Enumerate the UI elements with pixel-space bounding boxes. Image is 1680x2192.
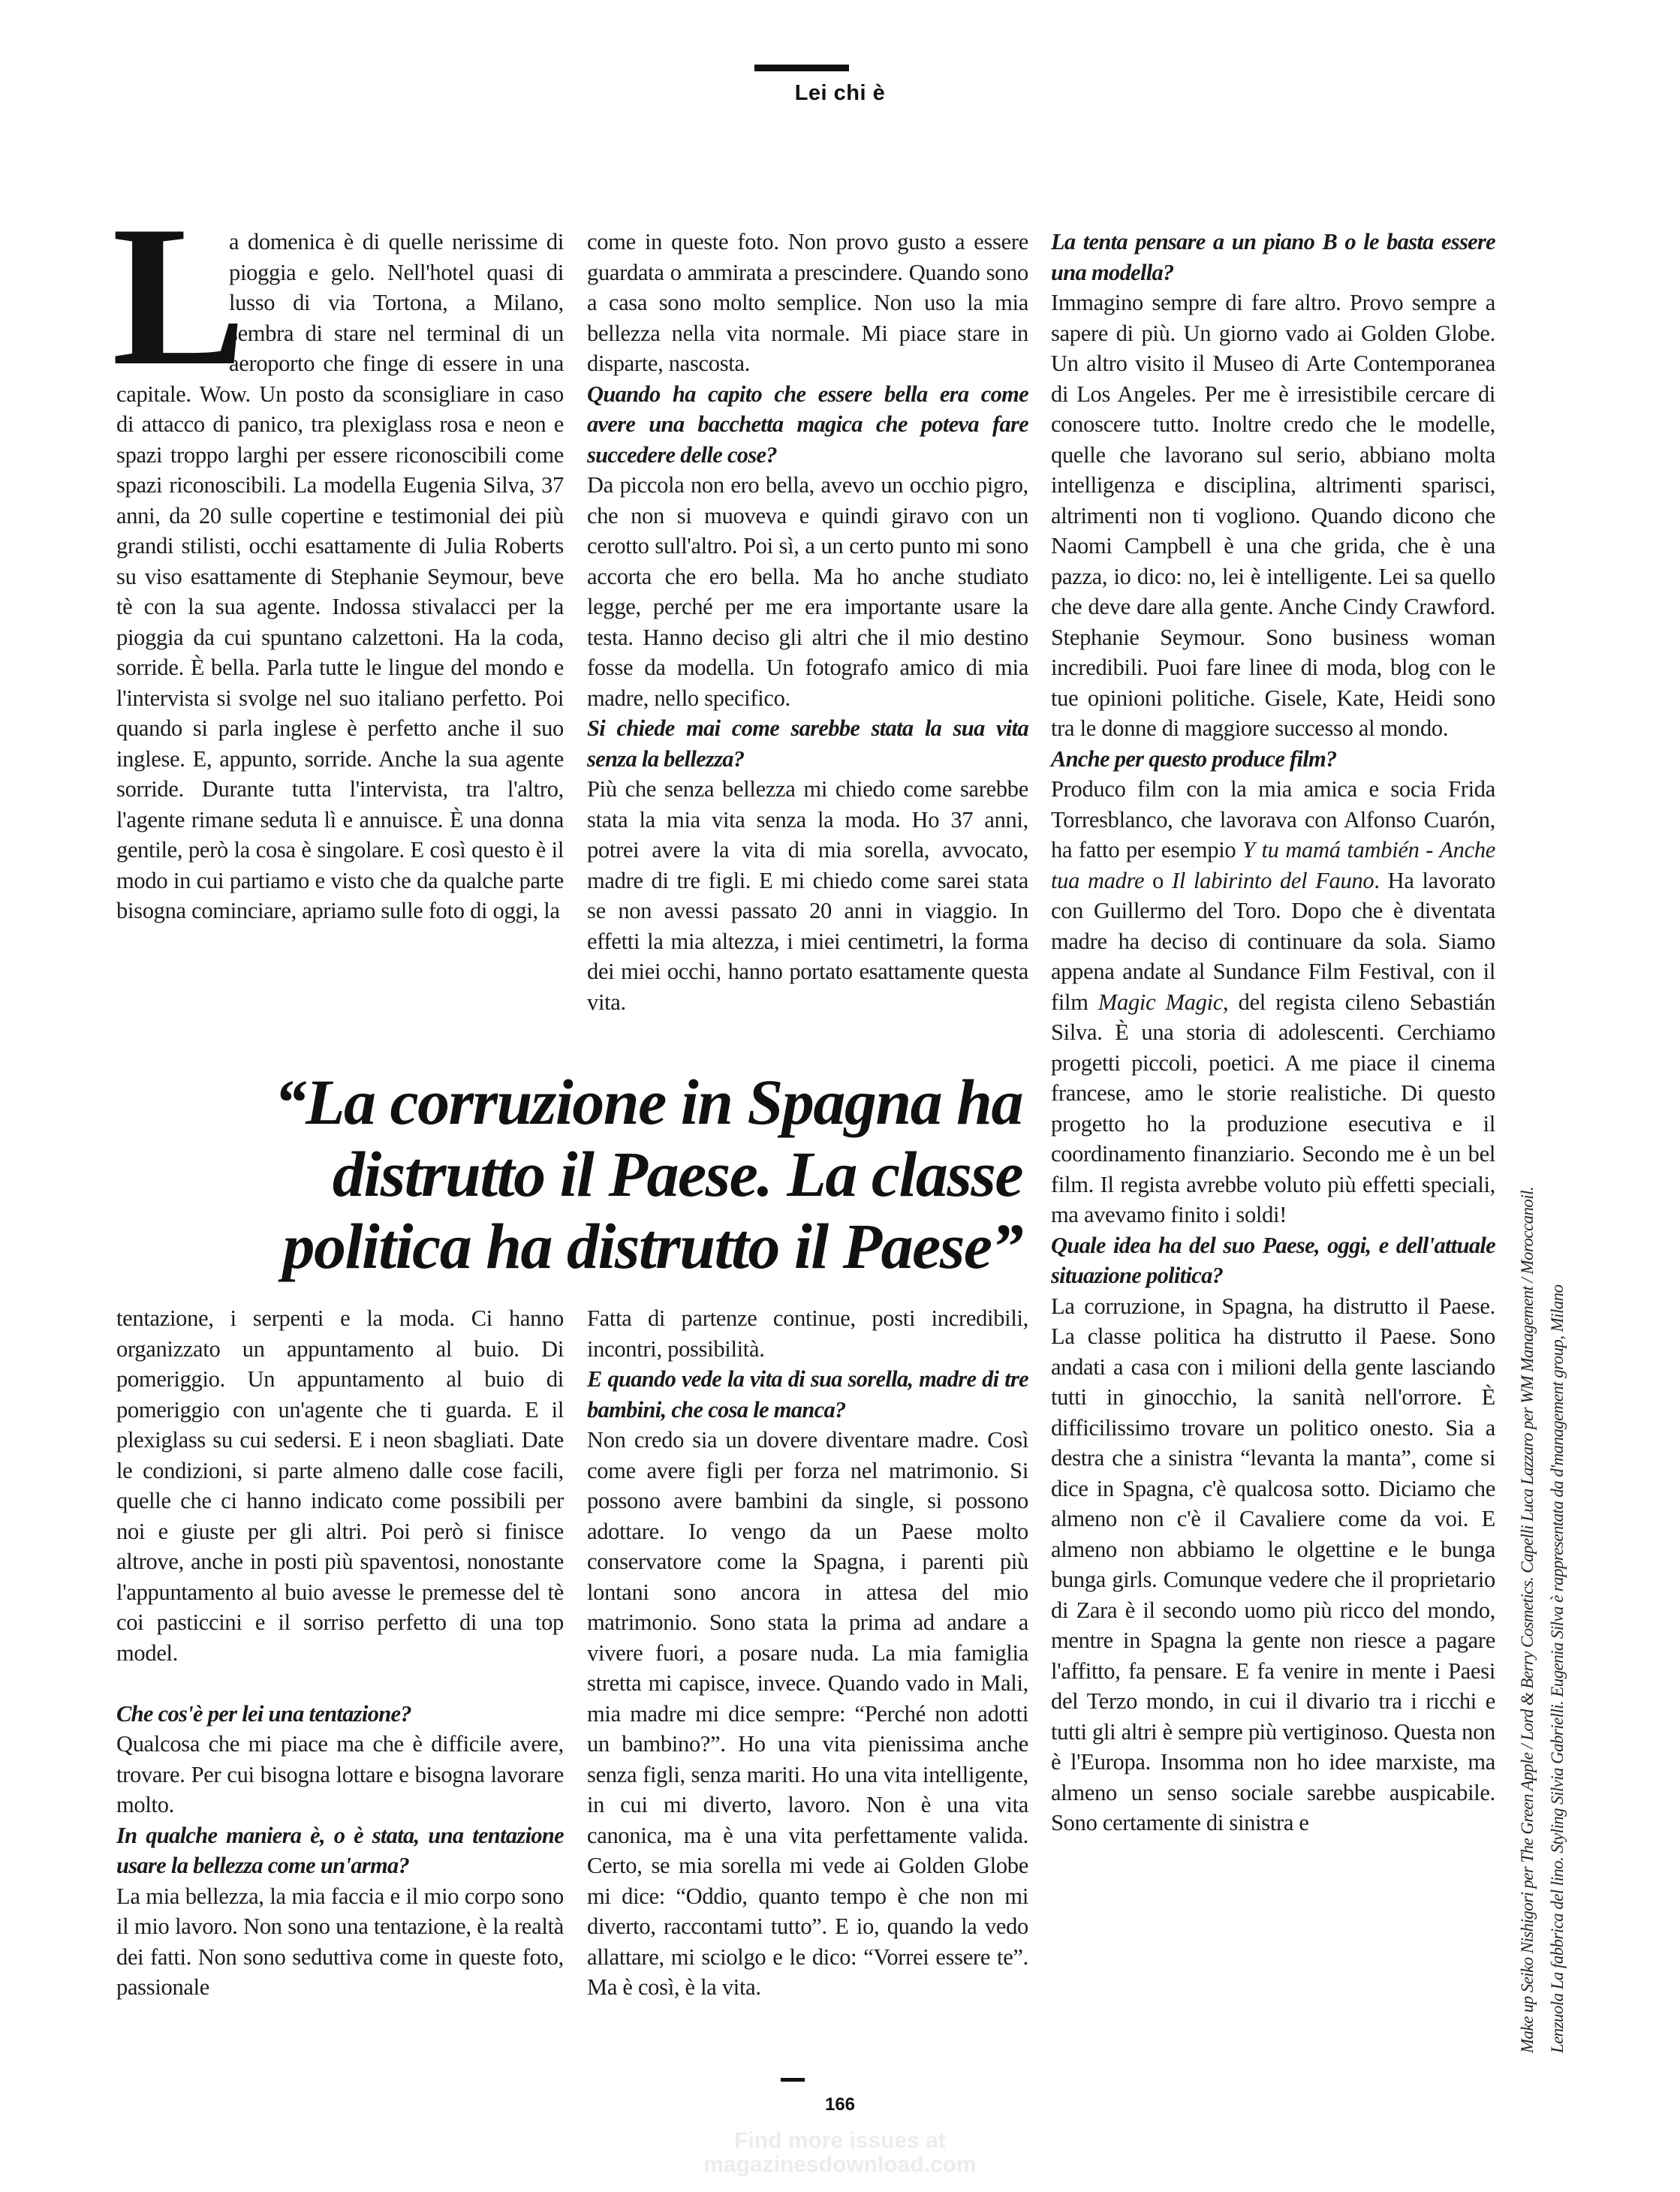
pull-quote (90, 1066, 1022, 1282)
interview-question: Anche per questo produce film? (1051, 745, 1337, 772)
credits-line: Make up Seiko Nishigori per The Green Apple / Lord & Berry Cosmetics. Capelli Luca Lazzaro per WM Management / Moroccanoil. (1518, 1186, 1537, 2053)
interview-question: Quale idea ha del suo Paese, oggi, e dell'attuale situazione politica? (1051, 1232, 1495, 1288)
pull-quote-line: distrutto il Paese. La classe (332, 1138, 1022, 1210)
text-run: o (1144, 867, 1173, 893)
text-run: Produco film con la mia amica e socia Frida Torresblanco, che lavorava con Alfonso Cuarón, ha fatto per esempio (1051, 776, 1495, 863)
page-number: 166 (824, 2094, 856, 2115)
column-2-top (587, 227, 1028, 1017)
drop-cap-letter: L (112, 184, 246, 407)
text-run: . Ha lavorato con Guillermo del Toro. Dopo che è diventata madre ha deciso di continuare da sola. Siamo appena andate al Sundance Film Festival, con il film (1051, 867, 1495, 1015)
interview-question: Quando ha capito che essere bella era come avere una bacchetta magica che poteva fare succedere delle cose? (587, 381, 1028, 468)
body-paragraph: Fatta di partenze continue, posti incredibili, incontri, possibilità. (587, 1305, 1028, 1362)
film-title: Magic Magic (1097, 989, 1224, 1015)
watermark-line: magazinesdownload.com (703, 2152, 977, 2177)
body-paragraph: La corruzione, in Spagna, ha distrutto il Paese. La classe politica ha distrutto il Paese. Sono andati a casa con i milioni della gente lasciando tutti in ginocchio, la sanità nell'orrore. È difficilissimo trovare un politico onesto. Sia a destra che a sinistra “levanta la manta”, come si dice in Spagna, c'è qualcosa sotto. Diciamo che almeno non c'è il Cavaliere come da voi. E almeno non abbiamo le olgettine e le bunga bunga girls. Comunque vedere che il proprietario di Zara è il secondo uomo più ricco del mondo, mentre in Spagna la gente non riesce a pagare l'affitto, fa pensare. E fa venire in mente i Paesi del Terzo mondo, in cui il divario tra i ricchi e tutti gli altri è sempre più vertiginoso. Questa non è l'Europa. Insomma non ho idee marxiste, ma almeno un senso sociale sarebbe auspicabile. Sono certamente di sinistra e (1051, 1293, 1495, 1835)
film-title: Il labirinto del Fauno (1172, 867, 1374, 893)
footer-rule (781, 2078, 805, 2082)
text-run: , del regista cileno Sebastián Silva. È una storia di adolescenti. Cerchiamo progetti piccoli, poetici. A me piace il cinema francese, amo le storie realistiche. Di questo progetto ho la produzione esecutiva e il coordinamento finanziario. Secondo me è un bel film. Il regista avrebbe voluto più effetti speciali, ma avevamo finito i soldi! (1051, 989, 1495, 1227)
pull-quote-line: “La corruzione in Spagna ha (274, 1066, 1022, 1138)
drop-cap (112, 184, 246, 407)
interview-question: In qualche maniera è, o è stata, una tentazione usare la bellezza come un'arma? (116, 1822, 564, 1878)
body-paragraph: La mia bellezza, la mia faccia e il mio corpo sono il mio lavoro. Non sono una tentazione, è la realtà dei fatti. Non sono seduttiva come in queste foto, passionale (116, 1883, 564, 2000)
body-paragraph: a domenica è di quelle nerissime di pioggia e gelo. Nell'hotel quasi di lusso di via Tortona, a Milano, sembra di stare nel terminal di un aeroporto che finge di essere in una capitale. Wow. Un posto da sconsigliare in caso di attacco di panico, tra plexiglass rosa e neon e spazi troppo larghi per essere riconoscibili come spazi riconoscibili. La modella Eugenia Silva, 37 anni, da 20 sulle copertine e testimonial dei più grandi stilisti, occhi esattamente di Julia Roberts su viso esattamente di Stephanie Seymour, beve tè con la sua agente. Indossa stivalacci per la pioggia da cui spuntano calzettoni. Ha la coda, sorride. È bella. Parla tutte le lingue del mondo e l'intervista si svolge nel suo italiano perfetto. Poi quando si parla inglese è perfetto anche il suo inglese. E, appunto, sorride. Anche la sua agente sorride. Durante tutta l'intervista, tra l'altro, l'agente rimane seduta lì e annuisce. È una donna gentile, però la cosa è singolare. E così questo è il modo in cui partiamo e visto che da qualche parte bisogna cominciare, apriamo sulle foto di oggi, la (116, 229, 564, 923)
film-title: Y tu mamá también - Anche tua madre (1051, 837, 1496, 893)
paragraph-gap (116, 1668, 564, 1699)
interview-question: Che cos'è per lei una tentazione? (116, 1700, 411, 1727)
body-paragraph: tentazione, i serpenti e la moda. Ci hanno organizzato un appuntamento al buio. Di pomeriggio. Un appuntamento al buio di pomeriggio con un'agente che ti guarda. E il plexiglass su cui sedersi. E i neon sbagliati. Date le condizioni, si parte almeno dalle cose facili, quelle che ci hanno indicato come possibili per noi e giuste per gli altri. Poi però si finisce altrove, anche in posti più spaventosi, nonostante l'appuntamento al buio avesse le premesse del tè coi pasticcini e il sorriso perfetto di una top model. (116, 1305, 564, 1666)
body-paragraph: Immagino sempre di fare altro. Provo sempre a sapere di più. Un giorno vado ai Golden Globe. Un altro visito il Museo di Arte Contemporanea di Los Angeles. Per me è irresistibile cercare di conoscere tutto. Inoltre credo che le modelle, quelle che lavorano sul serio, abbiano molta intelligenza e disciplina, altrimenti sparisci, altrimenti non ti vogliono. Quando dicono che Naomi Campbell è una che grida, che è una pazza, io dico: no, lei è intelligente. Lei sa quello che deve dare alla gente. Anche Cindy Crawford. Stephanie Seymour. Sono business woman incredibili. Puoi fare linee di moda, blog con le tue opinioni politiche. Gisele, Kate, Heidi sono tra le donne di maggiore successo al mondo. (1051, 290, 1495, 741)
pull-quote-line: politica ha distrutto il Paese” (282, 1210, 1022, 1282)
body-paragraph: Non credo sia un dovere diventare madre. Così come avere figli per forza nel matrimonio. Si possono avere bambini da single, si possono adottare. Io vengo da un Paese molto conservatore come la Spagna, i parenti più lontani sono ancora in attesa del mio matrimonio. Sono stata la prima ad andare a vivere fuori, a posare nuda. La mia famiglia stretta mi capisce, invece. Quando vado in Mali, mia madre mi dice sempre: “Perché non adotti un bambino?”. Ho una vita pienissima anche senza figli, senza mariti. Ho una vita intelligente, in cui mi diverto, lavoro. Non è una vita canonica, ma è una vita perfettamente valida. Certo, se mia sorella mi vede ai Golden Globe mi dice: “Oddio, quanto tempo è che non mi diverto, raccontami tutto”. E io, quando la vedo allattare, mi sciolgo e le dico: “Vorrei essere te”. Ma è così, è la vita. (587, 1427, 1028, 2000)
column-1-bottom (116, 1303, 564, 2003)
body-paragraph: come in queste foto. Non provo gusto a essere guardata o ammirata a prescindere. Quando sono a casa sono molto semplice. Non uso la mia bellezza nella vita normale. Mi piace stare in disparte, nascosta. (587, 229, 1028, 376)
column-2-bottom (587, 1303, 1028, 2003)
body-paragraph: Da piccola non ero bella, avevo un occhio pigro, che non si muoveva e quindi giravo con un cerotto sull'altro. Poi sì, a un certo punto mi sono accorta che ero bella. Ma ho anche studiato legge, perché per me era importante usare la testa. Hanno deciso gli altri che il mio destino fosse da modella. Un fotografo amico di mia madre, nello specifico. (587, 472, 1028, 711)
column-1-top (112, 184, 564, 926)
section-title: Lei chi è (794, 81, 886, 105)
body-paragraph: Più che senza bellezza mi chiedo come sarebbe stata la mia vita senza la moda. Ho 37 anni, potrei avere la vita di mia sorella, avvocato, madre di tre figli. E mi chiedo come sarei stata se non avessi passato 20 anni in viaggio. In effetti la mia altezza, i miei centimetri, la forma dei miei occhi, hanno portato esattamente questa vita. (587, 776, 1028, 1015)
photo-credits (1513, 882, 1573, 2053)
watermark (0, 2129, 1680, 2177)
header-rule (754, 65, 849, 71)
interview-question: Si chiede mai come sarebbe stata la sua vita senza la bellezza? (587, 715, 1028, 772)
answer-paragraph (1051, 774, 1495, 1230)
interview-question: E quando vede la vita di sua sorella, madre di tre bambini, che cosa le manca? (587, 1366, 1028, 1423)
credits-line: Lenzuola La fabbrica del lino. Styling Silvia Gabrielli. Eugenia Silva è rappresentata da d'management group, Milano (1548, 1284, 1567, 2053)
interview-question: La tenta pensare a un piano B o le basta essere una modella? (1051, 229, 1495, 285)
column-3 (1051, 227, 1495, 1838)
watermark-line: Find more issues at (734, 2128, 946, 2153)
body-paragraph: Qualcosa che mi piace ma che è difficile avere, trovare. Per cui bisogna lottare e bisogna lavorare molto. (116, 1731, 564, 1817)
